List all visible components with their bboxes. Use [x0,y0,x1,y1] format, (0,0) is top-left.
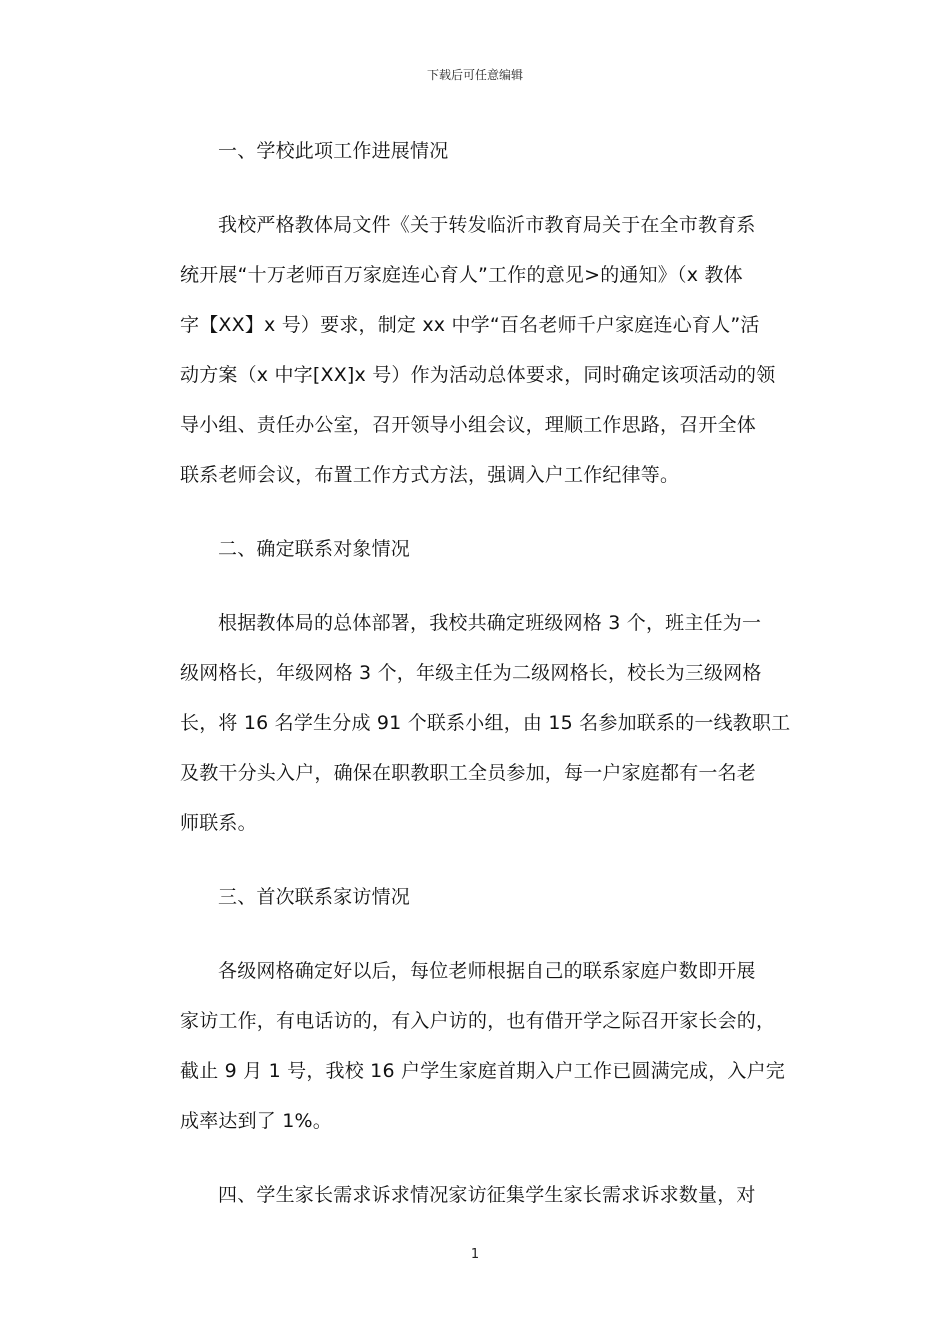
paragraph-line: 字【XX】x 号）要求，制定 xx 中学“百名老师千户家庭连心育人”活 [180,314,760,336]
page-header: 下载后可任意编辑 [426,68,523,82]
paragraph-line: 根据教体局的总体部署，我校共确定班级网格 3 个，班主任为一 [218,612,762,634]
paragraph-line: 联系老师会议，布置工作方式方法，强调入户工作纪律等。 [180,464,680,486]
page-number: 1 [470,1247,480,1262]
spacer [180,856,772,880]
section-heading: 四、学生家长需求诉求情况家访征集学生家长需求诉求数量，对 [218,1184,756,1206]
section-heading: 三、首次联系家访情况 [218,886,411,908]
document-body [180,134,791,1228]
spacer [180,184,772,208]
paragraph-line: 师联系。 [180,812,257,834]
paragraph-line: 动方案（x 中字[XX]x 号）作为活动总体要求，同时确定该项活动的领 [180,364,776,386]
paragraph-line: 各级网格确定好以后，每位老师根据自己的联系家庭户数即开展 [218,960,756,982]
paragraph-line: 级网格长，年级网格 3 个，年级主任为二级网格长，校长为三级网格 [180,662,762,684]
section-heading: 一、学校此项工作进展情况 [218,140,449,162]
spacer [180,930,772,954]
paragraph-line: 导小组、责任办公室，召开领导小组会议，理顺工作思路，召开全体 [180,414,757,436]
paragraph-line: 成率达到了 1%。 [180,1110,332,1132]
paragraph-line: 截止 9 月 1 号，我校 16 户学生家庭首期入户工作已圆满完成，入户完 [180,1060,785,1082]
paragraph-line: 家访工作，有电话访的，有入户访的，也有借开学之际召开家长会的， [180,1010,776,1032]
section-heading: 二、确定联系对象情况 [218,538,411,560]
spacer [180,1154,772,1178]
paragraph-line: 及教干分头入户，确保在职教职工全员参加，每一户家庭都有一名老 [180,762,757,784]
spacer [180,508,772,532]
spacer [180,582,772,606]
paragraph-line: 长，将 16 名学生分成 91 个联系小组，由 15 名参加联系的一线教职工 [180,712,791,734]
paragraph-line: 我校严格教体局文件《关于转发临沂市教育局关于在全市教育系 [218,214,756,236]
paragraph-line: 统开展“十万老师百万家庭连心育人”工作的意见>的通知》（x 教体 [180,264,743,286]
